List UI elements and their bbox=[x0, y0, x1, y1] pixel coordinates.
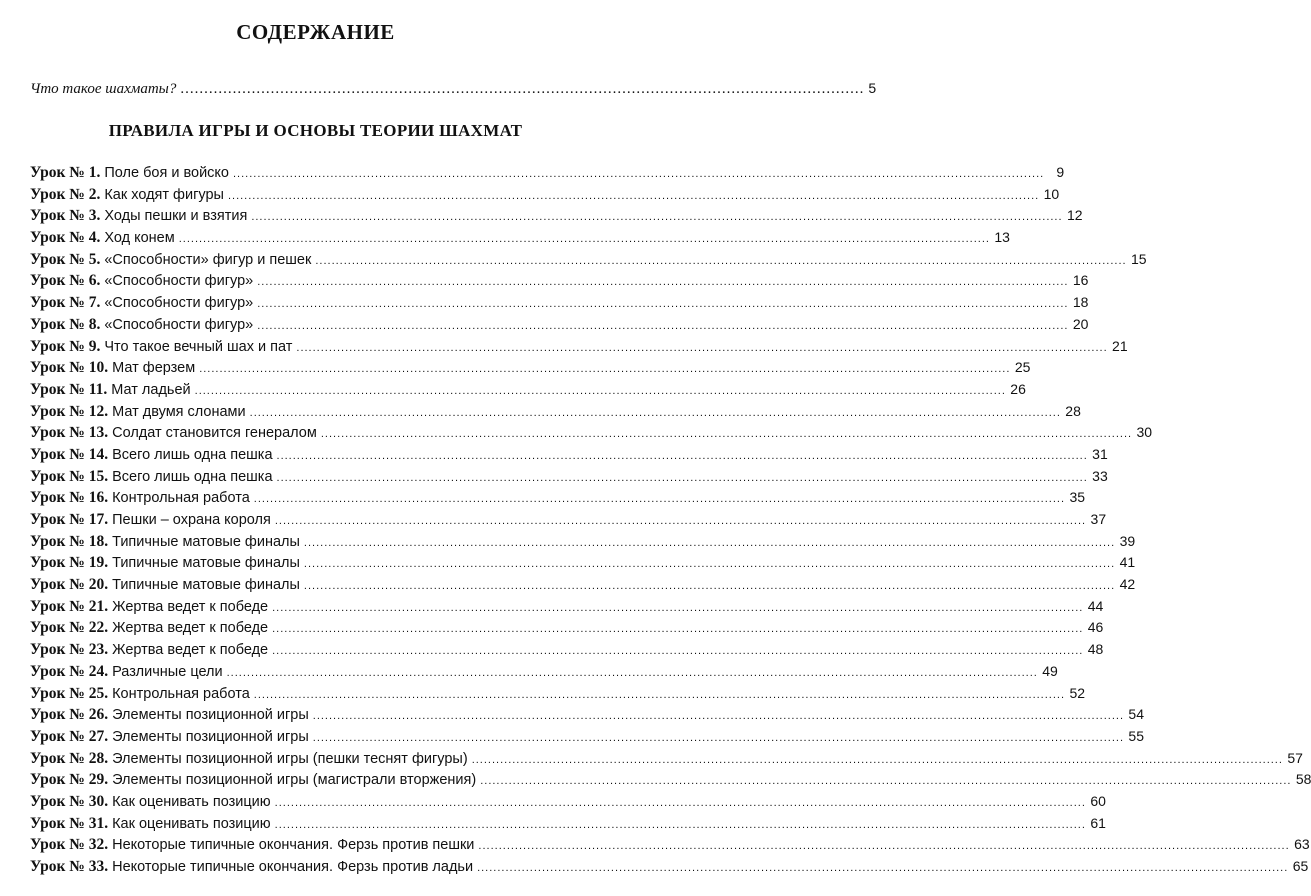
leader-dots: ........................................................................................................................................................................................................ bbox=[199, 363, 1011, 376]
lesson-entry bbox=[30, 272, 1089, 294]
lesson-title: Поле боя и войско bbox=[104, 165, 229, 181]
lesson-entry bbox=[30, 597, 1104, 620]
lesson-title: Что такое вечный шах и пат bbox=[104, 338, 293, 355]
lesson-title: Типичные матовые финалы bbox=[112, 533, 300, 550]
lessons-list bbox=[30, 164, 1311, 880]
lesson-number: Урок № 18. bbox=[30, 532, 109, 550]
lesson-title: Всего лишь одна пешка bbox=[112, 446, 273, 463]
leader-dots: ........................................................................................................................................................................................................ bbox=[253, 688, 1066, 701]
lesson-title: Мат двумя слонами bbox=[112, 403, 246, 420]
lesson-entry bbox=[30, 532, 1136, 555]
lesson-entry bbox=[30, 858, 1309, 880]
lesson-entry bbox=[30, 749, 1303, 772]
lesson-title: Некоторые типичные окончания. Ферзь против пешки bbox=[112, 837, 475, 854]
leader-dots: ........................................................................................................................................................................................................ bbox=[274, 515, 1087, 527]
lesson-number: Урок № 21. bbox=[30, 597, 109, 615]
leader-dots: ........................................................................................................................................................................................................ bbox=[251, 211, 1063, 224]
lesson-page-number: 60 bbox=[1090, 792, 1106, 809]
lesson-entry bbox=[30, 467, 1108, 490]
lesson-page-number: 48 bbox=[1087, 641, 1104, 658]
lesson-page-number: 54 bbox=[1128, 706, 1144, 723]
leader-dots: ................................................................................................................................................ bbox=[180, 81, 865, 97]
lesson-number: Урок № 1. bbox=[30, 164, 101, 181]
leader-dots: ........................................................................................................................................................................................................ bbox=[296, 341, 1108, 354]
leader-dots: ........................................................................................................................................................................................................ bbox=[257, 298, 1069, 311]
lesson-page-number: 12 bbox=[1066, 207, 1083, 224]
lesson-entry bbox=[30, 424, 1153, 446]
lesson-entry bbox=[30, 619, 1104, 641]
lesson-page-number: 39 bbox=[1119, 532, 1136, 549]
lesson-number: Урок № 19. bbox=[30, 554, 109, 572]
leader-dots: ........................................................................................................................................................................................................ bbox=[272, 645, 1084, 658]
lesson-title: «Способности фигур» bbox=[104, 273, 254, 290]
lesson-page-number: 26 bbox=[1010, 380, 1026, 397]
lesson-title: Мат ферзем bbox=[112, 360, 196, 377]
lesson-page-number: 30 bbox=[1136, 424, 1153, 441]
section-title: ПРАВИЛА ИГРЫ И ОСНОВЫ ТЕОРИИ ШАХМАТ bbox=[108, 121, 523, 140]
leader-dots: ........................................................................................................................................................................................................ bbox=[272, 601, 1084, 614]
lesson-page-number: 10 bbox=[1043, 185, 1060, 202]
lesson-entry bbox=[30, 402, 1081, 425]
lesson-title: Как оценивать позицию bbox=[112, 815, 271, 832]
leader-dots: ........................................................................................................................................................................................................ bbox=[303, 558, 1116, 571]
lesson-number: Урок № 16. bbox=[30, 489, 109, 507]
lesson-page-number: 35 bbox=[1069, 489, 1086, 506]
lesson-entry bbox=[30, 814, 1106, 837]
lesson-number: Урок № 25. bbox=[30, 684, 109, 702]
lesson-number: Урок № 12. bbox=[30, 402, 109, 420]
lesson-title: Элементы позиционной игры bbox=[112, 728, 309, 745]
lesson-entry bbox=[30, 229, 1010, 251]
lesson-page-number: 61 bbox=[1090, 814, 1106, 831]
lesson-number: Урок № 8. bbox=[30, 315, 101, 333]
lesson-title: Контрольная работа bbox=[112, 685, 250, 702]
leader-dots: ........................................................................................................................................................................................................ bbox=[253, 493, 1066, 506]
leader-dots: ........................................................................................................................................................................................................ bbox=[471, 753, 1283, 766]
lesson-title: Некоторые типичные окончания. Ферзь против ладьи bbox=[112, 859, 474, 875]
lesson-title: Жертва ведет к победе bbox=[112, 598, 269, 615]
lesson-number: Урок № 14. bbox=[30, 445, 109, 463]
lesson-title: Типичные матовые финалы bbox=[112, 577, 300, 594]
lesson-entry bbox=[30, 554, 1136, 576]
lesson-number: Урок № 32. bbox=[30, 836, 109, 854]
page-title: СОДЕРЖАНИЕ bbox=[236, 20, 395, 44]
lesson-entry bbox=[30, 489, 1086, 511]
lesson-entry bbox=[30, 337, 1128, 360]
leader-dots: ........................................................................................................................................................................................................ bbox=[276, 471, 1088, 484]
lesson-page-number: 9 bbox=[1056, 164, 1065, 180]
lesson-number: Урок № 11. bbox=[30, 380, 108, 398]
lesson-number: Урок № 15. bbox=[30, 467, 109, 485]
lesson-title: Солдат становится генералом bbox=[112, 425, 317, 442]
lesson-number: Урок № 6. bbox=[30, 272, 101, 290]
lesson-entry bbox=[30, 727, 1144, 750]
leader-dots: ........................................................................................................................................................................................................ bbox=[272, 623, 1084, 636]
leader-dots: ........................................................................................................................................................................................................ bbox=[276, 449, 1088, 462]
leader-dots: ........................................................................................................................................................................................................ bbox=[303, 536, 1116, 549]
lesson-entry bbox=[30, 706, 1144, 728]
lesson-page-number: 44 bbox=[1087, 597, 1104, 614]
intro-page-number: 5 bbox=[868, 80, 877, 96]
lesson-number: Урок № 22. bbox=[30, 619, 109, 637]
leader-dots: ........................................................................................................................................................................................................ bbox=[232, 168, 1045, 180]
lesson-entry bbox=[30, 207, 1083, 229]
lesson-page-number: 13 bbox=[994, 229, 1010, 246]
lesson-entry bbox=[30, 641, 1104, 663]
lesson-entry bbox=[30, 836, 1310, 858]
leader-dots: ........................................................................................................................................................................................................ bbox=[257, 319, 1069, 332]
lesson-title: Как оценивать позицию bbox=[112, 793, 271, 810]
lesson-number: Урок № 5. bbox=[30, 250, 101, 268]
lesson-entry bbox=[30, 294, 1089, 316]
lesson-title: «Способности» фигур и пешек bbox=[104, 251, 312, 268]
lesson-entry bbox=[30, 185, 1060, 208]
lesson-number: Урок № 7. bbox=[30, 294, 101, 312]
intro-entry bbox=[30, 80, 877, 102]
lesson-page-number: 21 bbox=[1112, 337, 1128, 354]
intro-label: Что такое шахматы? bbox=[30, 81, 177, 97]
lesson-page-number: 18 bbox=[1072, 294, 1089, 311]
lesson-entry bbox=[30, 576, 1136, 598]
lesson-page-number: 20 bbox=[1072, 315, 1089, 332]
lesson-entry bbox=[30, 511, 1107, 533]
lesson-title: Как ходят фигуры bbox=[104, 186, 224, 203]
leader-dots: ........................................................................................................................................................................................................ bbox=[315, 254, 1127, 267]
lesson-number: Урок № 2. bbox=[30, 185, 101, 203]
lesson-entry bbox=[30, 315, 1089, 338]
lesson-number: Урок № 29. bbox=[30, 771, 109, 789]
lesson-page-number: 31 bbox=[1092, 445, 1108, 462]
lesson-entry bbox=[30, 771, 1311, 793]
leader-dots: ........................................................................................................................................................................................................ bbox=[226, 666, 1038, 679]
leader-dots: ........................................................................................................................................................................................................ bbox=[477, 862, 1289, 874]
lesson-number: Урок № 26. bbox=[30, 706, 109, 724]
lesson-entry bbox=[30, 250, 1147, 273]
lesson-number: Урок № 20. bbox=[30, 576, 109, 594]
lesson-number: Урок № 31. bbox=[30, 814, 109, 832]
lesson-title: Жертва ведет к победе bbox=[112, 620, 269, 637]
lesson-number: Урок № 33. bbox=[30, 858, 109, 875]
lesson-number: Урок № 24. bbox=[30, 662, 109, 680]
lesson-page-number: 25 bbox=[1014, 359, 1031, 376]
leader-dots: ........................................................................................................................................................................................................ bbox=[274, 796, 1086, 809]
lesson-page-number: 41 bbox=[1119, 554, 1136, 571]
lesson-number: Урок № 13. bbox=[30, 424, 109, 442]
lesson-number: Урок № 9. bbox=[30, 337, 101, 355]
lesson-entry bbox=[30, 445, 1108, 468]
leader-dots: ........................................................................................................................................................................................................ bbox=[303, 580, 1116, 593]
leader-dots: ........................................................................................................................................................................................................ bbox=[320, 428, 1133, 441]
lesson-page-number: 42 bbox=[1119, 576, 1136, 593]
lesson-entry bbox=[30, 792, 1106, 815]
lesson-page-number: 28 bbox=[1065, 402, 1081, 419]
lesson-title: Различные цели bbox=[112, 663, 223, 680]
lesson-entry bbox=[30, 359, 1031, 381]
lesson-number: Урок № 30. bbox=[30, 792, 109, 810]
lesson-number: Урок № 27. bbox=[30, 727, 109, 745]
leader-dots: ........................................................................................................................................................................................................ bbox=[257, 276, 1069, 289]
lesson-number: Урок № 3. bbox=[30, 207, 101, 225]
lesson-page-number: 15 bbox=[1131, 250, 1147, 267]
lesson-number: Урок № 23. bbox=[30, 641, 109, 659]
leader-dots: ........................................................................................................................................................................................................ bbox=[480, 775, 1292, 788]
lesson-entry bbox=[30, 164, 1065, 186]
leader-dots: ........................................................................................................................................................................................................ bbox=[478, 840, 1290, 853]
lesson-number: Урок № 17. bbox=[30, 511, 109, 528]
lesson-title: Всего лишь одна пешка bbox=[112, 468, 273, 485]
leader-dots: ........................................................................................................................................................................................................ bbox=[312, 731, 1124, 744]
lesson-page-number: 37 bbox=[1090, 511, 1107, 527]
lesson-entry bbox=[30, 684, 1086, 707]
lesson-page-number: 33 bbox=[1092, 467, 1108, 484]
lesson-title: «Способности фигур» bbox=[104, 295, 254, 312]
leader-dots: ........................................................................................................................................................................................................ bbox=[249, 406, 1061, 419]
lesson-title: Жертва ведет к победе bbox=[112, 642, 269, 659]
lesson-title: Мат ладьей bbox=[111, 381, 191, 398]
lesson-page-number: 49 bbox=[1042, 662, 1058, 679]
lesson-title: Пешки – охрана короля bbox=[112, 512, 271, 528]
lesson-title: Типичные матовые финалы bbox=[112, 555, 300, 572]
leader-dots: ........................................................................................................................................................................................................ bbox=[194, 384, 1006, 397]
lesson-number: Урок № 4. bbox=[30, 229, 101, 247]
lesson-number: Урок № 28. bbox=[30, 749, 109, 767]
leader-dots: ........................................................................................................................................................................................................ bbox=[227, 189, 1040, 202]
lesson-page-number: 65 bbox=[1292, 858, 1309, 874]
leader-dots: ........................................................................................................................................................................................................ bbox=[312, 710, 1124, 723]
lesson-title: Элементы позиционной игры (пешки теснят фигуры) bbox=[112, 750, 468, 767]
leader-dots: ........................................................................................................................................................................................................ bbox=[274, 818, 1086, 831]
lesson-entry bbox=[30, 380, 1026, 403]
lesson-page-number: 16 bbox=[1072, 272, 1089, 289]
lesson-page-number: 58 bbox=[1295, 771, 1311, 788]
lesson-page-number: 52 bbox=[1069, 684, 1086, 701]
lesson-title: Ход конем bbox=[104, 230, 175, 247]
lesson-title: Элементы позиционной игры bbox=[112, 707, 309, 724]
lesson-page-number: 55 bbox=[1128, 727, 1144, 744]
lesson-title: «Способности фигур» bbox=[104, 316, 254, 333]
lesson-number: Урок № 10. bbox=[30, 359, 109, 377]
lesson-entry bbox=[30, 662, 1058, 685]
lesson-title: Контрольная работа bbox=[112, 490, 250, 507]
lesson-page-number: 63 bbox=[1294, 836, 1310, 853]
lesson-page-number: 57 bbox=[1287, 749, 1303, 766]
lesson-title: Ходы пешки и взятия bbox=[104, 208, 248, 225]
lesson-title: Элементы позиционной игры (магистрали вторжения) bbox=[112, 772, 477, 789]
lesson-page-number: 46 bbox=[1087, 619, 1104, 636]
leader-dots: ........................................................................................................................................................................................................ bbox=[178, 233, 990, 246]
